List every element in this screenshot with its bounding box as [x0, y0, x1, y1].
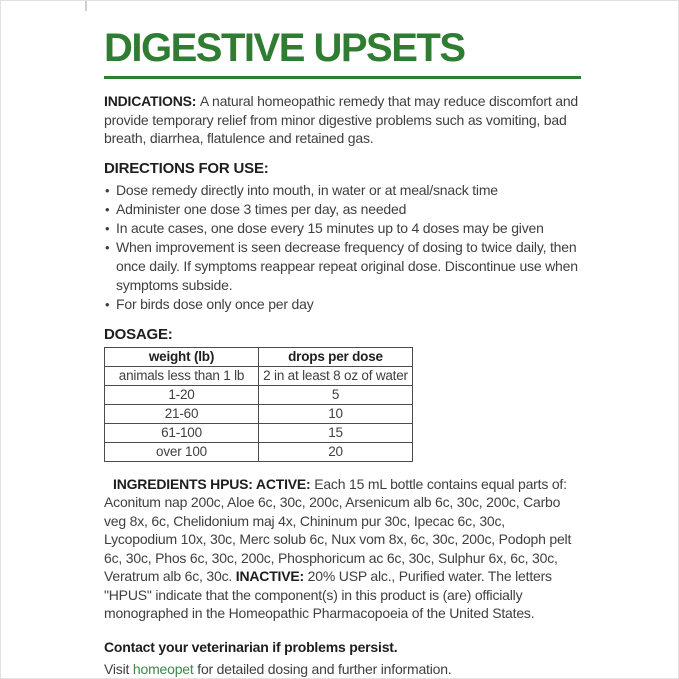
ingredients-paragraph: [104, 475, 581, 623]
table-cell: 61-100: [105, 423, 259, 442]
inactive-label: INACTIVE:: [235, 568, 308, 584]
homeopet-link[interactable]: homeopet: [132, 660, 194, 677]
directions-heading: DIRECTIONS FOR USE:: [104, 159, 269, 177]
list-item: • For birds dose only once per day: [104, 295, 581, 314]
table-row: [105, 442, 413, 461]
table-cell: 5: [259, 385, 413, 404]
crop-mark: [85, 1, 87, 11]
indications-text: A natural homeopathic remedy that may reduce discomfort and provide temporary relief from minor digestive problems such as vomiting, bad breath, diarrhea, flatulence and retained gas.: [104, 93, 578, 146]
table-row: [105, 366, 413, 385]
ingredients-label: INGREDIENTS HPUS:: [113, 475, 256, 492]
table-cell: 1-20: [105, 385, 259, 404]
table-cell: 10: [259, 404, 413, 423]
list-item: • Administer one dose 3 times per day, as needed: [104, 200, 581, 219]
visit-note: [104, 660, 581, 679]
table-row: [105, 423, 413, 442]
list-item: • Dose remedy directly into mouth, in water or at meal/snack time: [104, 181, 581, 200]
table-header-row: [105, 347, 413, 366]
column-header-weight: weight (lb): [105, 347, 259, 366]
active-ingredients-text: Each 15 mL bottle contains equal parts of: Aconitum nap 200c, Aloe 6c, 30c, 200c, Arsenicum alb 6c, 30c, 200c, Carbo veg 8x, 6c, Chelidonium maj 4x, Chininum pur 30c, Ipecac 6c, 30c, Lycopodium 10x, 30c, Merc solub 6c, Nux vom 8x, 6c, 30c, 200c, Podoph pelt 6c, 30c, Phos 6c, 30c, 200c, Phosphoricum ac 6c, 30c, Sulphur 6x, 6c, 30c, Veratrum alb 6c, 30c.: [104, 475, 572, 584]
table-row: [105, 404, 413, 423]
table-cell: 21-60: [105, 404, 259, 423]
list-item: • In acute cases, one dose every 15 minutes up to 4 doses may be given: [104, 219, 581, 238]
label-content: [104, 27, 581, 679]
table-cell: 20: [259, 442, 413, 461]
directions-list: [104, 181, 581, 314]
table-cell: animals less than 1 lb: [105, 366, 259, 385]
column-header-drops: drops per dose: [259, 347, 413, 366]
table-cell: 2 in at least 8 oz of water: [259, 366, 413, 385]
table-cell: over 100: [105, 442, 259, 461]
inactive-ingredients-text: 20% USP alc., Purified water. The letters "HPUS" indicate that the component(s) in this product is (are) officially monographed in the Homeopathic Pharmacopoeia of the United States.: [104, 568, 552, 621]
visit-prefix: Visit: [104, 660, 133, 677]
table-cell: 15: [259, 423, 413, 442]
contact-vet-note: Contact your veterinarian if problems persist.: [104, 638, 398, 655]
visit-suffix: for detailed dosing and further information.: [193, 660, 452, 677]
dosage-heading: DOSAGE:: [104, 325, 173, 343]
dosage-table: [104, 347, 413, 462]
active-label: ACTIVE:: [255, 475, 315, 492]
indications-paragraph: [104, 92, 581, 148]
page-title: DIGESTIVE UPSETS: [104, 26, 465, 70]
title-underline: [104, 76, 581, 79]
indications-label: INDICATIONS:: [104, 93, 200, 109]
list-item: • When improvement is seen decrease frequency of dosing to twice daily, then once daily. If symptoms reappear repeat original dose. Discontinue use when symptoms subside.: [104, 238, 581, 295]
table-row: [105, 385, 413, 404]
